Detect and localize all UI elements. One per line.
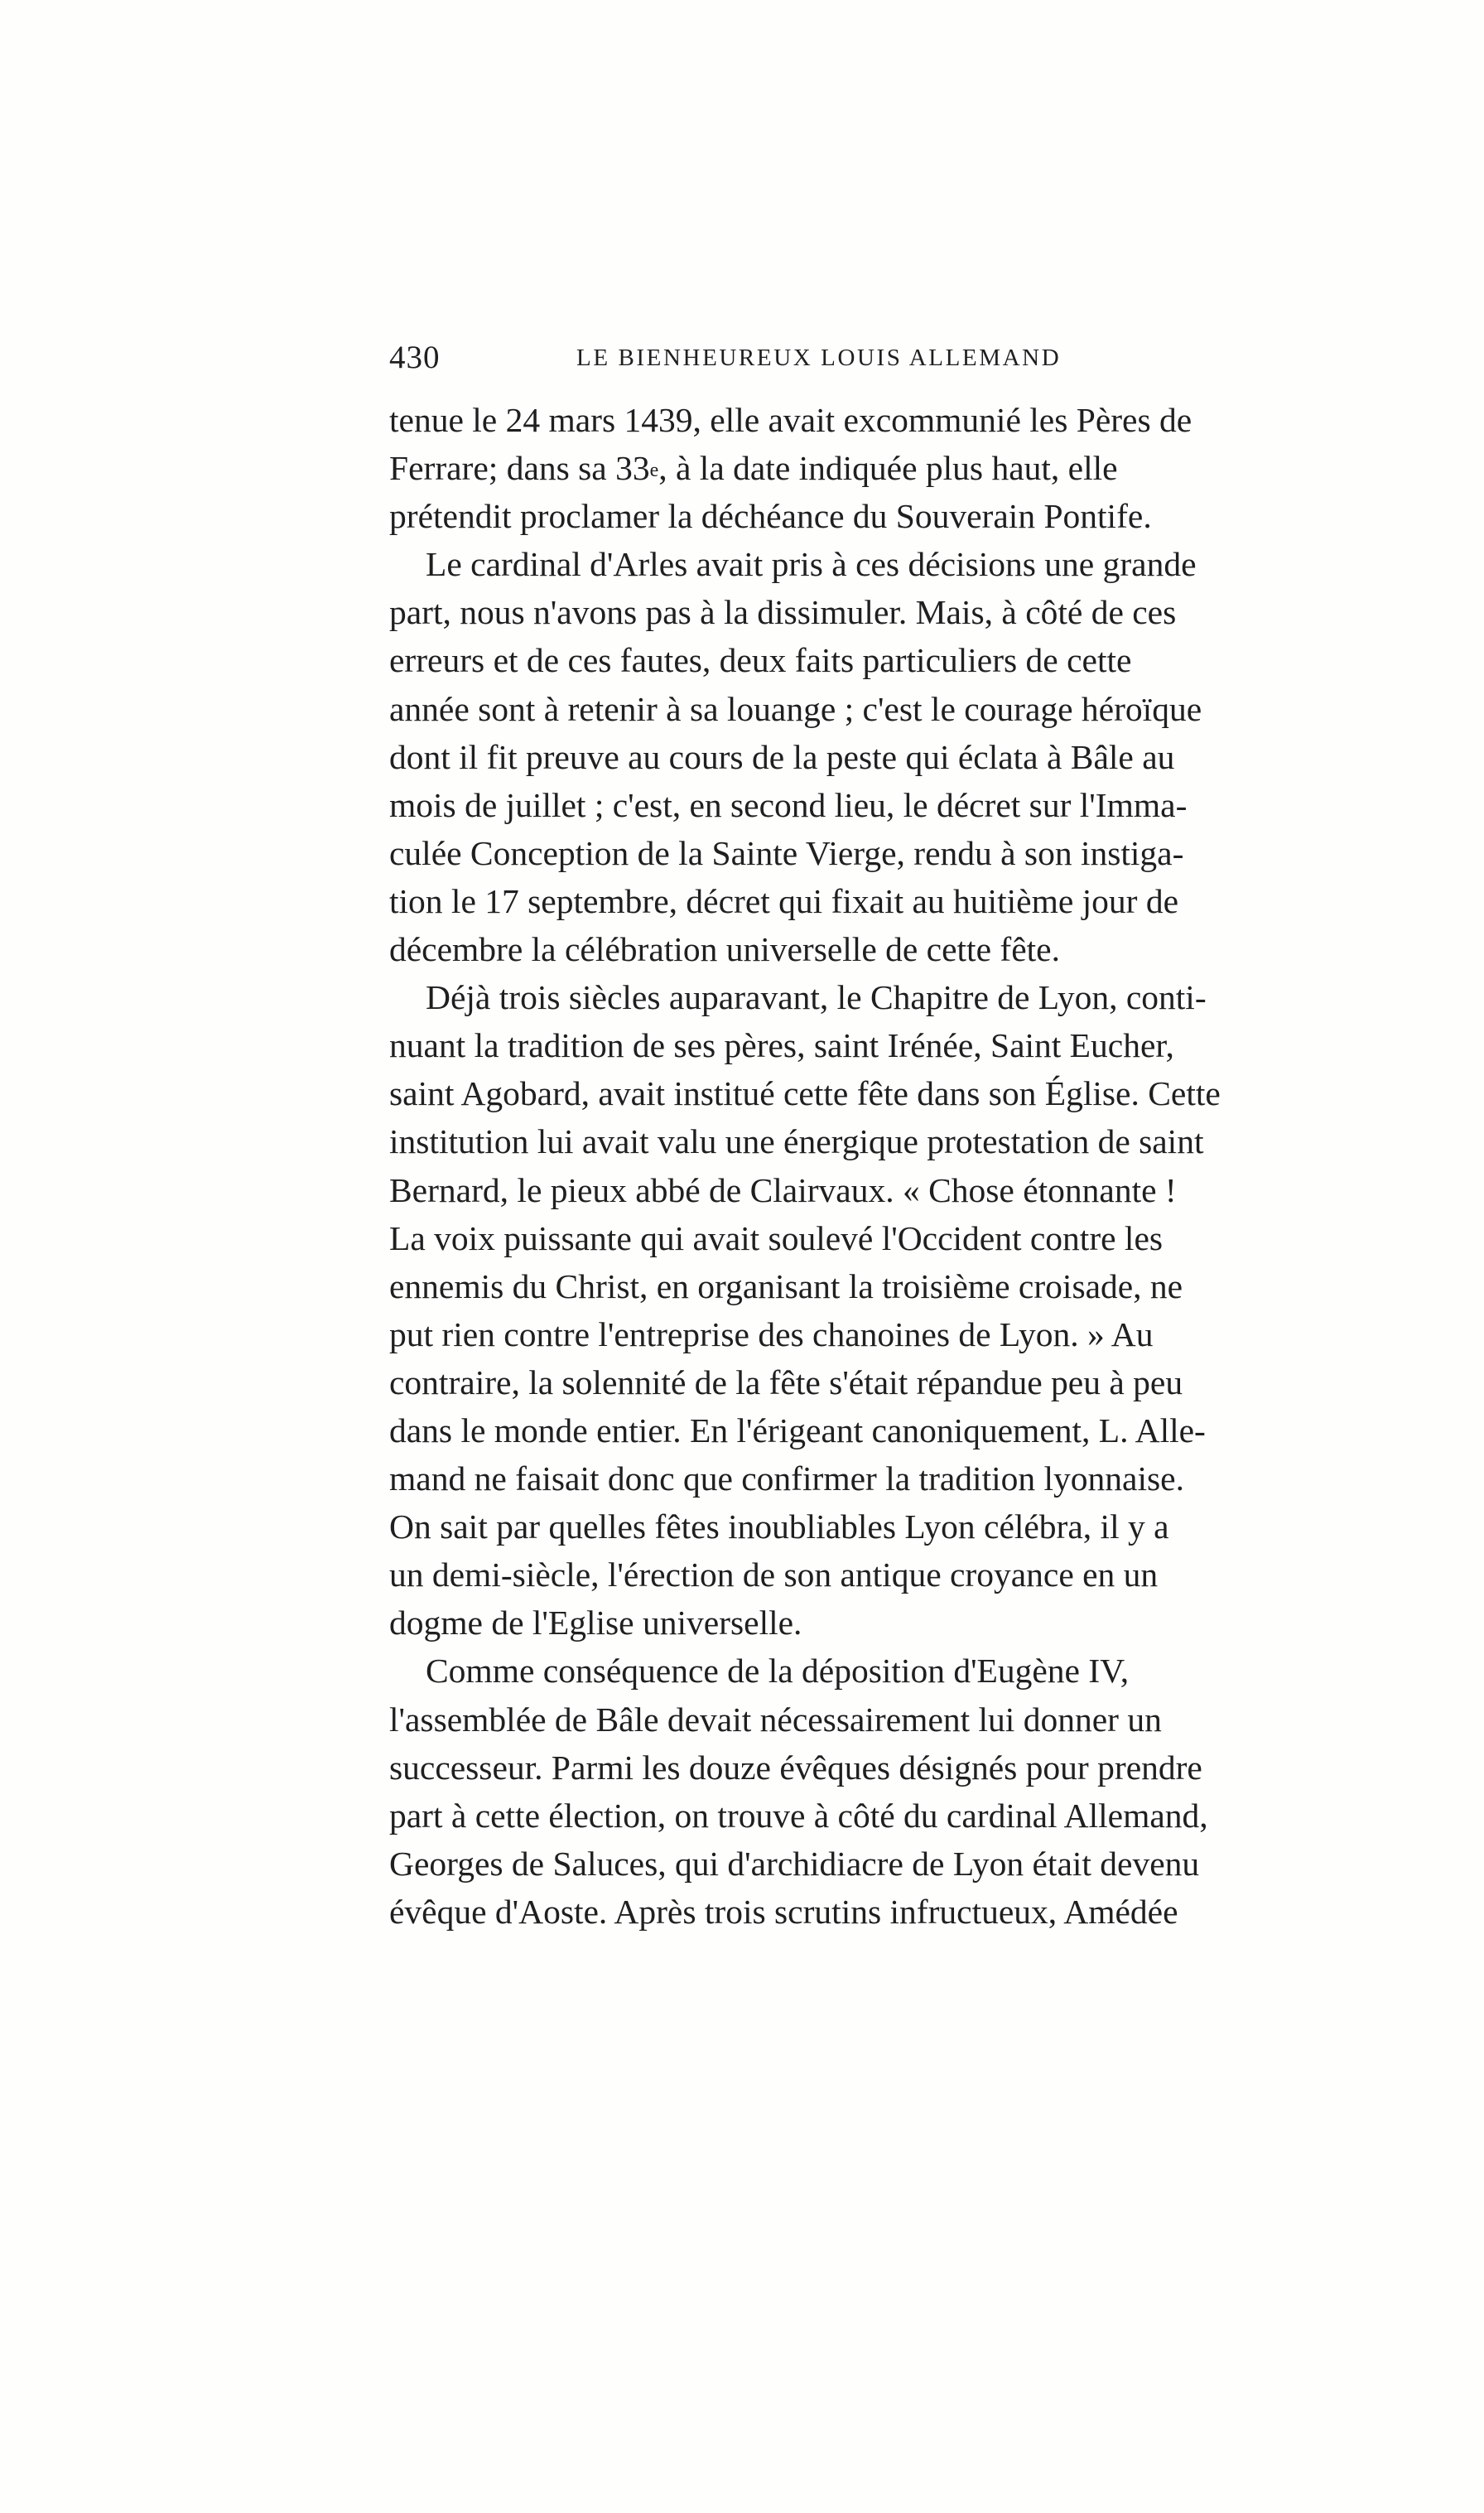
text-line: prétendit proclamer la déchéance du Souverain Pontife. bbox=[389, 497, 1152, 536]
text-line-part: Ferrare; dans sa 33 bbox=[389, 449, 650, 488]
text-line: Déjà trois siècles auparavant, le Chapitre de Lyon, conti- bbox=[426, 978, 1207, 1017]
text-line: mand ne faisait donc que confirmer la tradition lyonnaise. bbox=[389, 1459, 1184, 1498]
text-line: mois de juillet ; c'est, en second lieu, le décret sur l'Imma- bbox=[389, 785, 1188, 824]
text-line: Comme conséquence de la déposition d'Eugène IV, bbox=[426, 1652, 1130, 1691]
text-line: dogme de l'Eglise universelle. bbox=[389, 1604, 802, 1642]
text-line: tenue le 24 mars 1439, elle avait excommunié les Pères de bbox=[389, 401, 1192, 439]
text-line: part à cette élection, on trouve à côté du cardinal Allemand, bbox=[389, 1796, 1208, 1835]
ordinal-superscript: e bbox=[649, 460, 659, 482]
text-line: Bernard, le pieux abbé de Clairvaux. « Chose étonnante ! bbox=[389, 1170, 1177, 1209]
running-title: LE BIENHEUREUX LOUIS ALLEMAND bbox=[576, 345, 1062, 371]
page-number: 430 bbox=[389, 340, 441, 375]
text-line: La voix puissante qui avait soulevé l'Occident contre les bbox=[389, 1218, 1164, 1257]
text-line: culée Conception de la Sainte Vierge, rendu à son instiga- bbox=[389, 833, 1184, 872]
text-line bbox=[389, 444, 1118, 492]
text-line: décembre la célébration universelle de cette fête. bbox=[389, 930, 1060, 969]
body-text bbox=[389, 396, 1221, 1936]
text-line: évêque d'Aoste. Après trois scrutins infructueux, Amédée bbox=[389, 1892, 1178, 1931]
text-line: tion le 17 septembre, décret qui fixait au huitième jour de bbox=[389, 881, 1179, 920]
text-line: erreurs et de ces fautes, deux faits particuliers de cette bbox=[389, 641, 1132, 680]
text-line: institution lui avait valu une énergique protestation de saint bbox=[389, 1122, 1204, 1161]
text-line: dont il fit preuve au cours de la peste qui éclata à Bâle au bbox=[389, 737, 1175, 776]
text-line: On sait par quelles fêtes inoubliables Lyon célébra, il y a bbox=[389, 1507, 1169, 1546]
running-head bbox=[389, 333, 1115, 383]
text-line: ennemis du Christ, en organisant la troisième croisade, ne bbox=[389, 1266, 1183, 1305]
text-line: Le cardinal d'Arles avait pris à ces décisions une grande bbox=[426, 545, 1197, 584]
text-line-part: , à la date indiquée plus haut, elle bbox=[658, 449, 1118, 488]
text-line: put rien contre l'entreprise des chanoines de Lyon. » Au bbox=[389, 1314, 1154, 1353]
text-line: part, nous n'avons pas à la dissimuler. Mais, à côté de ces bbox=[389, 593, 1177, 632]
text-line: nuant la tradition de ses pères, saint Irénée, Saint Eucher, bbox=[389, 1026, 1174, 1065]
text-line: saint Agobard, avait institué cette fête dans son Église. Cette bbox=[389, 1074, 1221, 1113]
text-line: Georges de Saluces, qui d'archidiacre de Lyon était devenu bbox=[389, 1844, 1200, 1883]
text-line: contraire, la solennité de la fête s'était répandue peu à peu bbox=[389, 1363, 1183, 1401]
text-line: successeur. Parmi les douze évêques désignés pour prendre bbox=[389, 1748, 1202, 1787]
text-line: l'assemblée de Bâle devait nécessairement lui donner un bbox=[389, 1700, 1162, 1739]
text-line: un demi-siècle, l'érection de son antique croyance en un bbox=[389, 1556, 1159, 1594]
text-line: année sont à retenir à sa louange ; c'est le courage héroïque bbox=[389, 689, 1202, 728]
text-line: dans le monde entier. En l'érigeant canoniquement, L. Alle- bbox=[389, 1411, 1206, 1449]
